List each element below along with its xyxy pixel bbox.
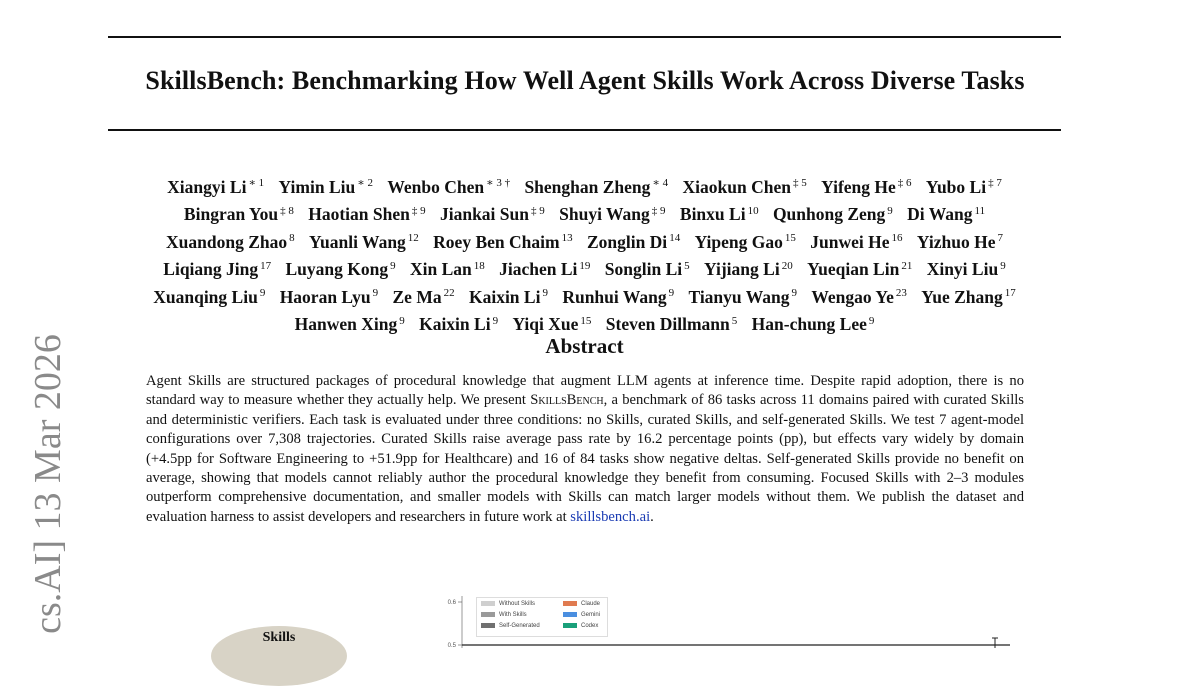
author-name [917,232,1003,252]
author-affiliation-marker: ∗ 3 † [486,177,511,189]
author-name [410,259,485,279]
author-name-text: Runhui Wang [562,286,667,307]
author-affiliation-marker: ‡ 7 [988,177,1002,189]
author-name-text: Hanwen Xing [294,314,398,335]
author-name-text: Haoran Lyu [279,286,371,307]
author-name [153,287,265,307]
legend-swatch [563,612,577,617]
author-name-text: Jiachen Li [499,259,578,280]
author-name [167,177,264,197]
author-name [811,287,906,307]
author-name [810,232,902,252]
author-name [184,204,294,224]
author-affiliation-marker: 15 [580,314,592,327]
author-affiliation-marker: 13 [561,232,573,245]
author-affiliation-marker: 11 [974,204,986,217]
author-name [308,204,425,224]
author-name [387,177,510,197]
legend-item [563,611,600,619]
author-name-text: Shuyi Wang [559,204,650,225]
author-affiliation-marker: 23 [895,287,907,300]
author-affiliation-marker: 17 [1004,287,1016,300]
abstract-body [146,372,1024,527]
author-name-text: Di Wang [907,204,973,225]
author-affiliation-marker: ∗ 1 [248,177,265,189]
author-name-text: Yuanli Wang [309,231,406,252]
author-affiliation-marker: 9 [390,259,396,272]
author-name [440,204,545,224]
author-name-text: Xuandong Zhao [166,231,288,252]
author-affiliation-marker: 15 [784,232,796,245]
author-name [562,287,674,307]
author-affiliation-marker: 20 [781,259,793,272]
abstract-text-3: . [650,508,654,525]
skillsbench-link[interactable]: skillsbench.ai [570,508,651,525]
author-name [921,287,1016,307]
legend-label: Self-Generated [499,623,540,629]
author-name-text: Xuanqing Liu [153,286,258,307]
legend-item [563,622,598,630]
author-affiliation-marker: 18 [473,259,485,272]
author-name [559,204,665,224]
author-name-text: Binxu Li [679,204,746,225]
author-affiliation-marker: 5 [731,314,738,327]
author-name [680,204,759,224]
author-name [286,259,396,279]
author-name-text: Xiaokun Chen [682,176,791,197]
author-name [683,177,807,197]
author-name [524,177,668,197]
author-name-text: Tianyu Wang [688,286,790,307]
author-name-text: Yue Zhang [921,286,1003,307]
author-name-text: Haotian Shen [308,204,410,225]
author-name [499,259,590,279]
author-name [280,287,378,307]
author-affiliation-marker: 9 [668,287,675,300]
author-name-text: Roey Ben Chaim [433,231,560,252]
legend-item [481,600,535,608]
author-name [821,177,911,197]
author-name-text: Qunhong Zeng [772,204,886,225]
author-affiliation-marker: 22 [443,287,455,300]
y-tick-label: 0.5 [447,643,456,648]
author-name [907,204,985,224]
author-name [512,314,591,334]
author-name [704,259,793,279]
author-name-text: Liqiang Jing [163,259,259,280]
author-affiliation-marker: ‡ 8 [280,204,294,217]
author-name-text: Yimin Liu [278,176,356,197]
author-name [927,259,1006,279]
author-name [606,314,737,334]
author-affiliation-marker: ∗ 4 [652,177,669,189]
author-name-text: Yiqi Xue [512,314,579,335]
author-name-text: Junwei He [810,231,890,252]
author-affiliation-marker: 9 [1000,259,1006,272]
legend-label: Claude [581,601,601,607]
title-bottom-rule [108,129,1061,131]
author-name [279,177,373,197]
author-name [688,287,797,307]
author-affiliation-marker: 7 [997,232,1003,245]
author-name-text: Wengao Ye [811,286,894,307]
author-name [163,259,271,279]
author-name [926,177,1002,197]
arxiv-side-stamp: cs.AI] 13 Mar 2026 [27,334,69,634]
author-name-text: Shenghan Zheng [524,176,651,197]
skills-diagram-label: Skills [262,630,296,645]
author-name [773,204,893,224]
legend-label: Codex [581,623,599,629]
author-name-text: Yueqian Lin [807,259,900,280]
author-name-text: Yubo Li [925,176,987,197]
author-name [309,232,419,252]
legend-swatch [563,601,577,606]
abstract-heading: Abstract [545,334,624,358]
legend-label: Gemini [581,612,601,618]
paper-title: SkillsBench: Benchmarking How Well Agent Skills Work Across Diverse Tasks [145,66,1025,95]
author-affiliation-marker: 9 [399,314,405,327]
author-name-text: Steven Dillmann [605,314,730,335]
legend-label: With Skills [499,612,527,618]
chart-legend [476,597,608,637]
author-affiliation-marker: 9 [542,287,548,300]
author-affiliation-marker: 14 [669,232,681,245]
author-list [108,172,1061,337]
author-name-text: Ze Ma [392,286,442,307]
legend-item [481,611,527,619]
author-name [393,287,455,307]
author-name [419,314,498,334]
author-name [166,232,295,252]
author-name-text: Songlin Li [604,259,683,280]
author-affiliation-marker: ‡ 5 [792,177,807,189]
author-name [469,287,548,307]
author-affiliation-marker: ‡ 9 [411,204,426,217]
legend-item [563,600,600,608]
author-name-text: Yijiang Li [704,259,780,280]
author-affiliation-marker: ‡ 9 [651,204,666,217]
author-affiliation-marker: 9 [791,287,797,300]
author-affiliation-marker: 16 [891,232,903,245]
author-name [807,259,912,279]
author-name-text: Xinyi Liu [926,259,999,280]
author-name-text: Wenbo Chen [387,176,485,197]
author-name [752,314,875,334]
author-affiliation-marker: 8 [289,232,295,245]
author-name-text: Kaixin Li [468,286,541,307]
author-name-text: Yifeng He [821,176,896,197]
benchmark-name: SkillsBench [530,392,604,409]
legend-swatch [481,623,495,628]
legend-swatch [481,601,495,606]
author-name [433,232,572,252]
author-affiliation-marker: 9 [868,314,875,327]
author-affiliation-marker: 5 [684,259,690,272]
abstract-text-2: , a benchmark of 86 tasks across 11 domains paired with curated Skills and deterministic verifiers. Each task is evaluated under three conditions: no Skills, curated Skills, and self-generated Skills. We test 7 agent-model configurations over 7,308 trajectories. Curated Skills raise average pass rate by 16.2 percentage points (pp), but effects vary widely by domain (+4.5pp for Software Engineering to +51.9pp for Healthcare) and 16 of 84 tasks show negative deltas. Self-generated Skills provide no benefit on average, showing that models cannot reliably author the procedural knowledge they benefit from consuming. Focused Skills with 2–3 modules outperform comprehensive documentation, and smaller models with Skills can match larger models without them. We publish the dataset and evaluation harness to assist developers and researchers in future work at [146,392,1024,525]
author-name-text: Yizhuo He [916,231,996,252]
title-top-rule [108,36,1061,38]
author-name-text: Yipeng Gao [694,231,783,252]
author-affiliation-marker: 10 [747,204,759,217]
author-name-text: Han-chung Lee [751,314,867,335]
author-name-text: Jiankai Sun [439,204,529,225]
author-affiliation-marker: 17 [260,259,272,272]
author-affiliation-marker: 9 [492,314,499,327]
author-name [605,259,690,279]
author-affiliation-marker: 9 [887,204,893,217]
author-affiliation-marker: 9 [259,287,266,300]
author-affiliation-marker: 12 [407,232,419,245]
author-name-text: Zonglin Di [586,231,668,252]
author-affiliation-marker: 21 [901,259,913,272]
author-name-text: Xiangyi Li [167,176,247,197]
legend-swatch [563,623,577,628]
author-name-text: Bingran You [183,204,279,225]
author-name-text: Kaixin Li [419,314,491,335]
legend-item [481,622,540,630]
abstract-text-1: Agent Skills are structured packages of procedural knowledge that augment LLM agents at inference time. Despite rapid adoption, there is no standard way to measure whether they actually help. We present [146,373,1024,409]
author-affiliation-marker: 19 [579,259,591,272]
author-name [295,314,405,334]
author-affiliation-marker: ‡ 9 [531,204,545,217]
author-affiliation-marker: ‡ 6 [897,177,912,189]
author-affiliation-marker: ∗ 2 [357,177,373,189]
author-affiliation-marker: 9 [372,287,379,300]
author-name [587,232,680,252]
legend-label: Without Skills [499,601,536,607]
y-tick-label: 0.6 [447,600,456,606]
author-name [695,232,796,252]
author-name-text: Xin Lan [409,259,472,280]
legend-swatch [481,612,495,617]
author-name-text: Luyang Kong [285,259,389,280]
